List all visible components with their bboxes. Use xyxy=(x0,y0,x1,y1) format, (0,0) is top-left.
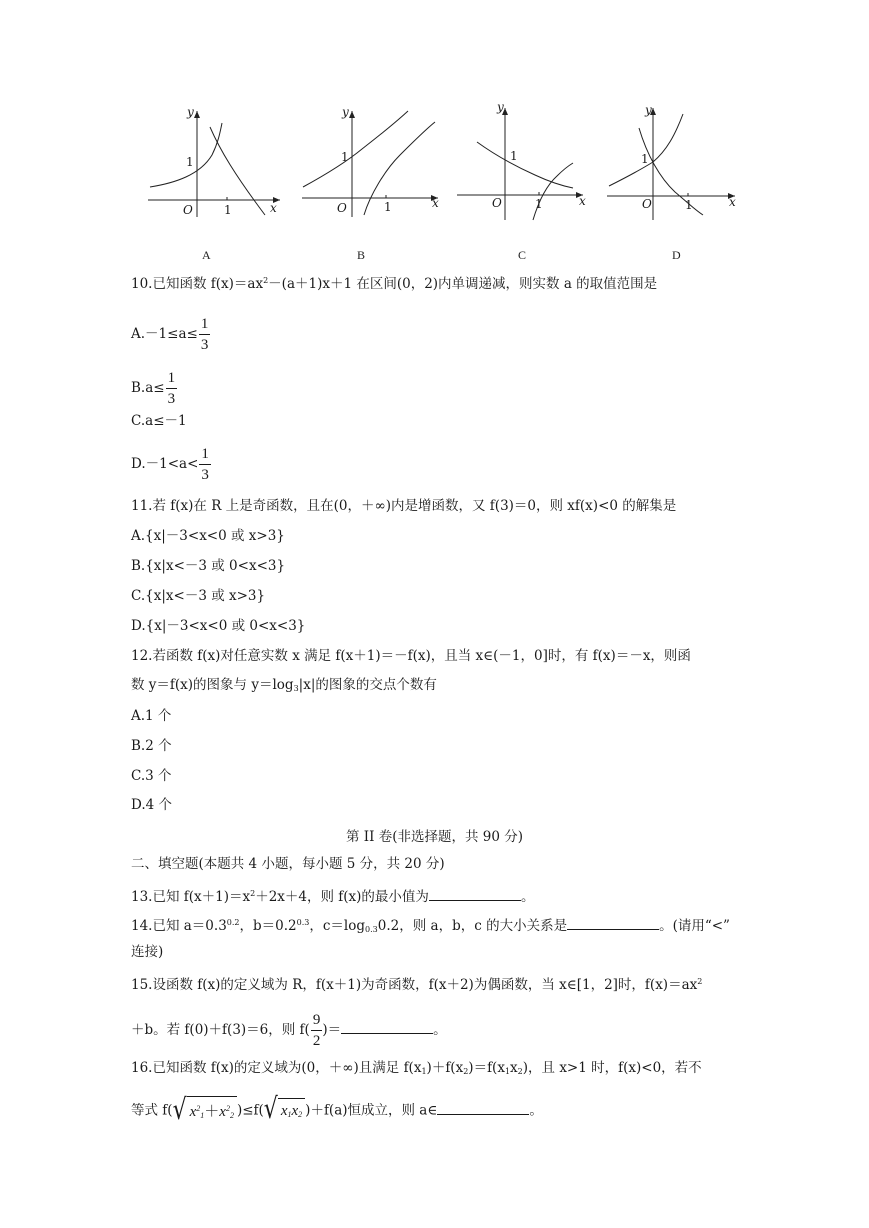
graph-d-plot xyxy=(605,100,745,220)
q15-line1: 15.设函数 f(x)的定义域为 R，f(x＋1)为奇函数，f(x＋2)为偶函数，当 x∈[1，2]时，$f(x)=ax^2$ xyxy=(131,977,703,993)
graph-caption-b: B xyxy=(357,248,366,262)
q15-line2: ＋b。若 f(0)＋f(3)＝6，则 f( $\frac{9}{2}$ )＝ 。 xyxy=(131,1012,447,1049)
fraction: $\frac{1}{3}$ xyxy=(201,446,209,483)
graph-a xyxy=(140,105,290,220)
q12-stem-line1: 12.若函数 f(x)对任意实数 x 满足 f(x＋1)＝－f(x)，且当 x∈(－1，0]时，有 f(x)＝－x，则函 xyxy=(131,648,691,664)
part2-title: 第 II 卷(非选择题，共 90 分) xyxy=(345,829,524,845)
answer-blank[interactable] xyxy=(341,1019,433,1034)
y-one-label: 1 xyxy=(341,150,349,164)
x-one-label: 1 xyxy=(224,203,232,217)
graph-b-plot xyxy=(300,105,450,220)
x-axis-label: x xyxy=(270,201,277,215)
section2-heading: 二、填空题(本题共 4 小题，每小题 5 分，共 20 分) xyxy=(131,856,445,872)
q11-option-c: C.{x|x<－3 或 x>3} xyxy=(131,588,266,604)
q13: 13.已知 $f(x+1)=x^2+2x+4$，则 f(x)的最小值为 。 xyxy=(131,884,534,907)
q12-option-c: C.3 个 xyxy=(131,768,172,784)
x-axis-label: x xyxy=(432,196,439,210)
y-axis-label: y xyxy=(187,105,194,119)
answer-blank[interactable] xyxy=(429,886,521,901)
q16-line1: 16.已知函数 f(x)的定义域为(0，＋∞)且满足 $f(x_1)+f(x_2)=f(x_1x_2)$，且 x>1 时，f(x)<0，若不 xyxy=(131,1060,702,1076)
graph-caption-c: C xyxy=(518,248,527,262)
q14-line2: 连接) xyxy=(131,944,164,960)
sqrt-product: √ $x_1x_2$ xyxy=(264,1098,305,1125)
y-one-label: 1 xyxy=(641,152,649,166)
q10-option-b: B.a≤ $\frac{1}{3}$ xyxy=(131,370,176,407)
graph-a-plot xyxy=(140,105,290,220)
x-one-label: 1 xyxy=(535,197,543,211)
q10-stem: 10.已知函数 $f(x)=ax^2-(a+1)x+1$ 在区间(0，2)内单调递减，则实数 a 的取值范围是 xyxy=(131,276,658,292)
origin-label: O xyxy=(183,203,193,217)
graph-c xyxy=(455,100,595,220)
q14-line1: 14.已知 $a=0.3^{0.2}$，$b=0.2^{0.3}$，$c=\log_{0.3}0.2$，则 a，b，c 的大小关系是 。(请用“<” xyxy=(131,913,730,940)
graph-d xyxy=(605,100,745,220)
fraction: $\frac{1}{3}$ xyxy=(167,370,176,407)
x-axis-label: x xyxy=(579,194,586,208)
y-axis-label: y xyxy=(342,105,349,119)
fraction: $\frac{9}{2}$ xyxy=(312,1012,321,1049)
q12-option-b: B.2 个 xyxy=(131,738,172,754)
q11-option-b: B.{x|x<－3 或 0<x<3} xyxy=(131,558,286,574)
y-one-label: 1 xyxy=(186,155,194,169)
x-one-label: 1 xyxy=(384,200,392,214)
x-one-label: 1 xyxy=(685,198,693,212)
answer-blank[interactable] xyxy=(437,1100,529,1115)
x-axis-label: x xyxy=(729,195,736,209)
answer-blank[interactable] xyxy=(567,915,659,930)
y-axis-label: y xyxy=(645,103,652,117)
origin-label: O xyxy=(492,196,502,210)
sqrt-sum-of-squares: √ $x^2_1+x^2_2$ xyxy=(173,1096,237,1126)
q10-option-d: D.－1<a< $\frac{1}{3}$ xyxy=(131,446,209,483)
origin-label: O xyxy=(337,201,347,215)
q11-option-a: A.{x|－3<x<0 或 x>3} xyxy=(131,528,285,544)
fraction: $\frac{1}{3}$ xyxy=(200,316,209,353)
q16-line2: 等式 f(√ $x^2_1+x^2_2$ )≤f(√ $x_1x_2$ )＋f(a)恒成立，则 a∈ 。 xyxy=(131,1092,543,1127)
graph-caption-d: D xyxy=(672,248,681,262)
y-axis-label: y xyxy=(497,100,504,114)
q12-option-d: D.4 个 xyxy=(131,797,173,813)
q12-option-a: A.1 个 xyxy=(131,708,172,724)
q10-option-c: C.a≤－1 xyxy=(131,413,187,429)
graph-b xyxy=(300,105,450,220)
q11-option-d: D.{x|－3<x<0 或 0<x<3} xyxy=(131,618,306,634)
graph-c-plot xyxy=(455,100,595,220)
q11-stem: 11.若 f(x)在 R 上是奇函数，且在(0，＋∞)内是增函数，又 f(3)＝0，则 xf(x)<0 的解集是 xyxy=(131,498,677,514)
y-one-label: 1 xyxy=(510,149,518,163)
q12-stem-line2: 数 y＝f(x)的图象与 $y=\log_3|x|$的图象的交点个数有 xyxy=(131,677,437,693)
q10-option-a: A.－1≤a≤ $\frac{1}{3}$ xyxy=(131,316,209,353)
origin-label: O xyxy=(642,197,652,211)
graph-caption-a: A xyxy=(202,248,211,262)
